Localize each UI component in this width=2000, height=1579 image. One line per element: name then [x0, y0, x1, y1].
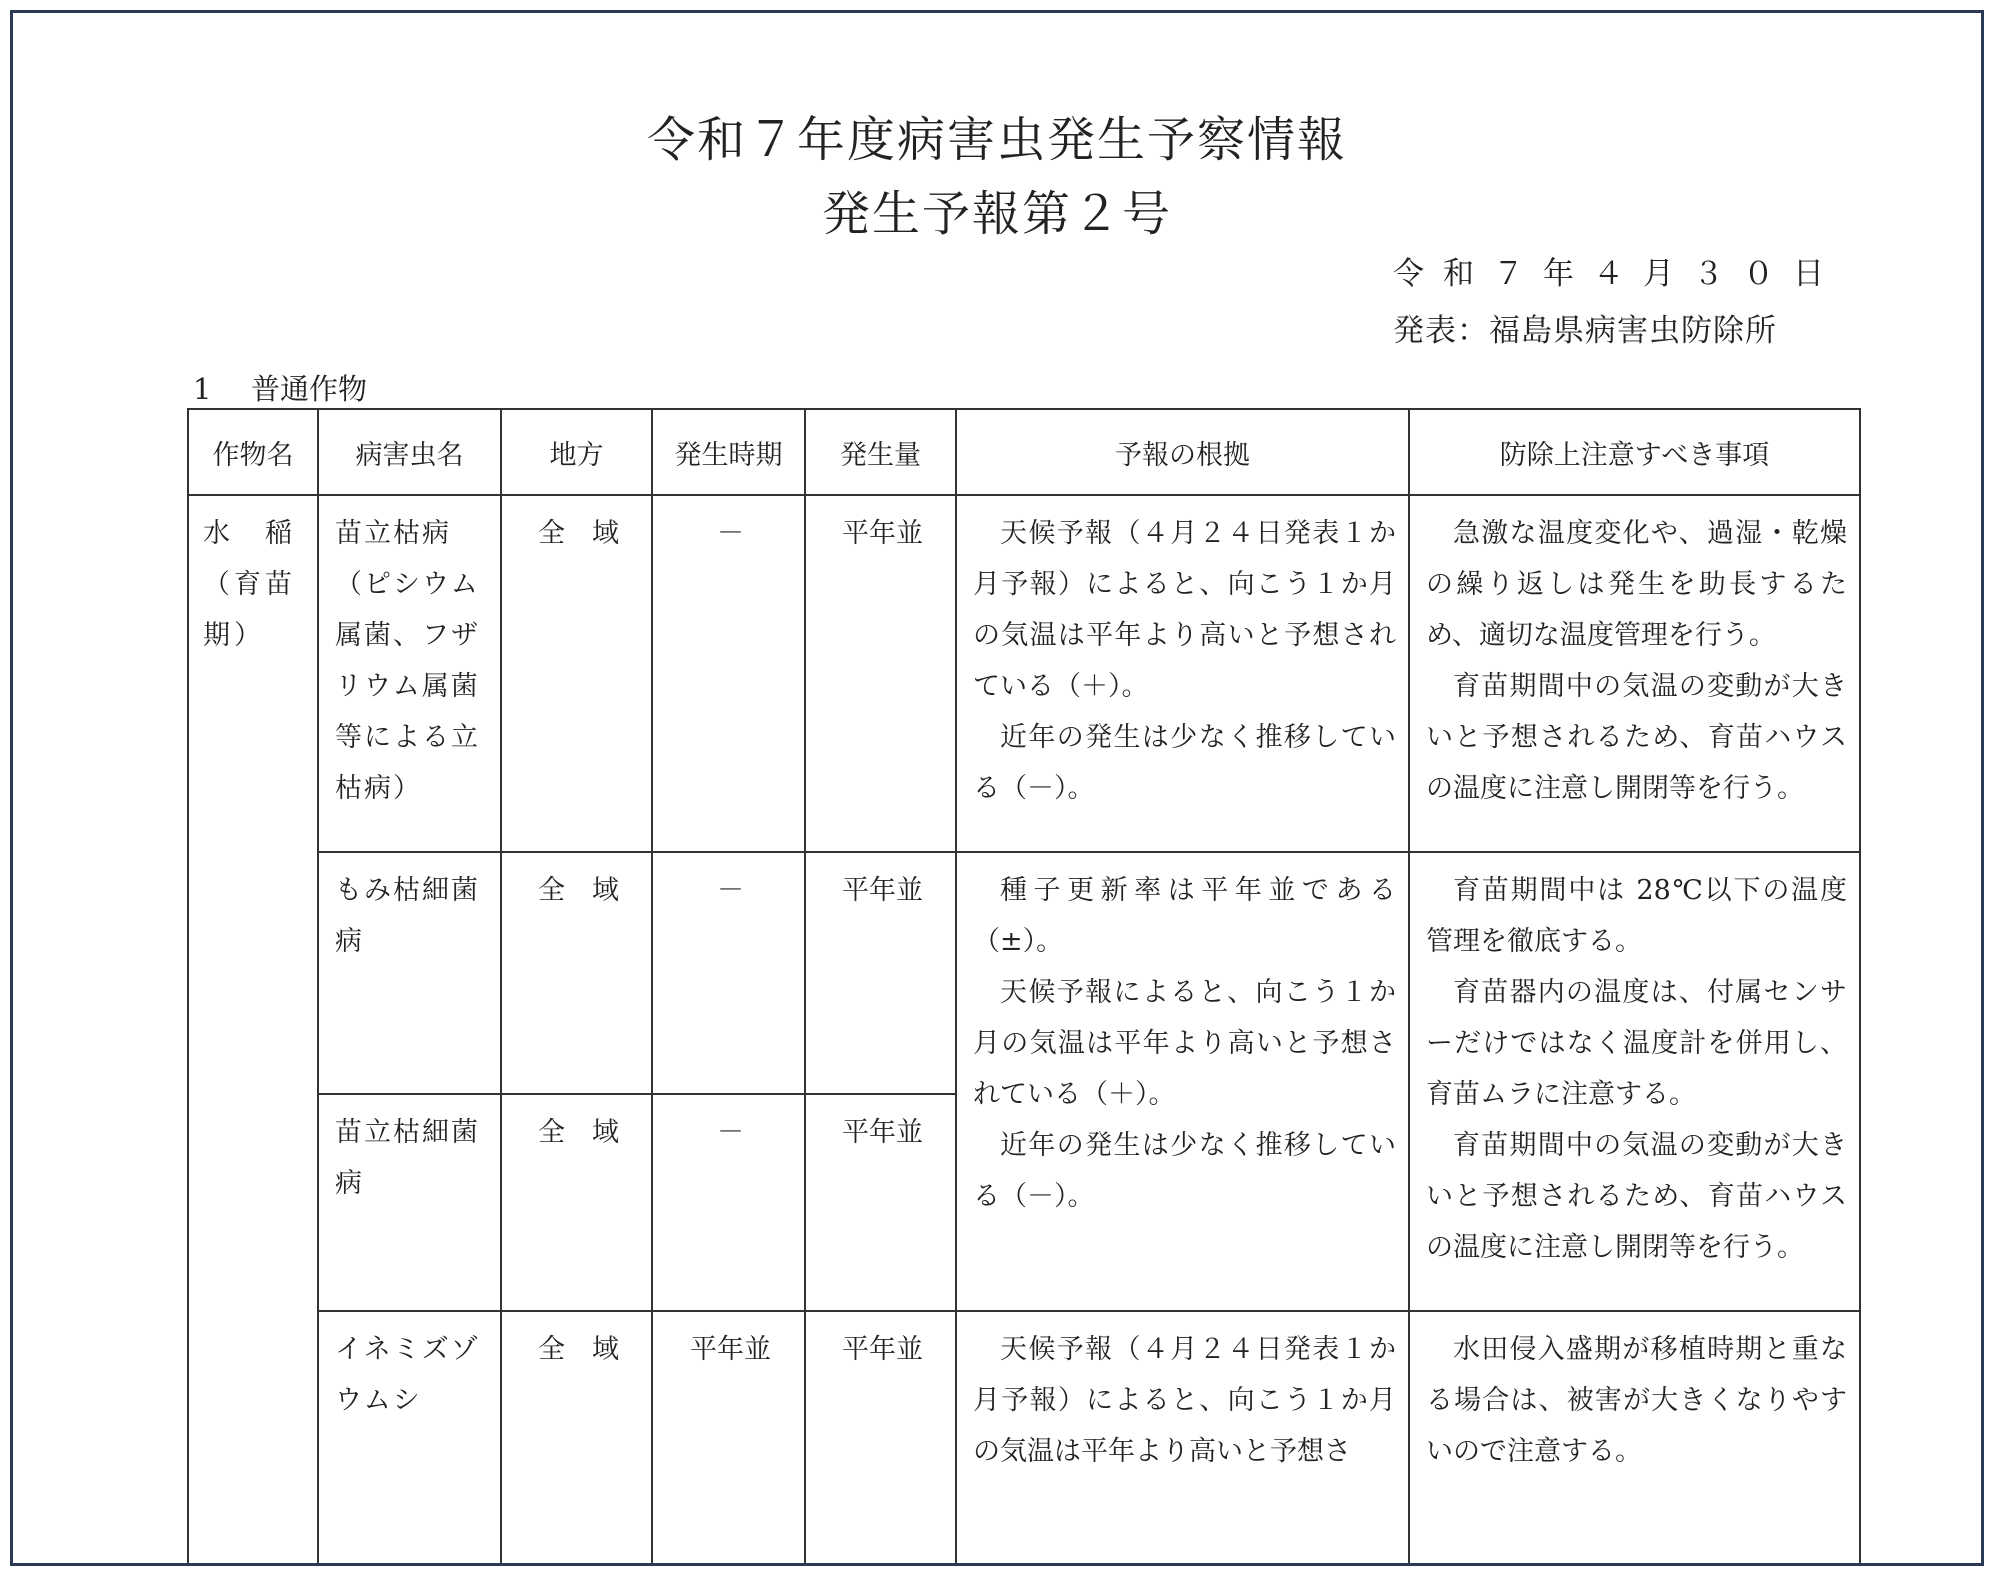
region-cell — [501, 1094, 652, 1311]
crop-cell — [188, 495, 318, 1566]
basis-paragraph: 天候予報によると、向こう１か月の気温は平年より高いと予想されている（＋）。 — [973, 977, 1396, 1110]
caution-paragraph: 育苗期間中の気温の変動が大きいと予想されるため、育苗ハウスの温度に注意し開閉等を行う。 — [1426, 1130, 1847, 1263]
timing-value: 平年並 — [690, 1334, 771, 1365]
issue-date: 令和７年４月３０日 — [1393, 256, 1843, 292]
basis-paragraph: 天候予報（４月２４日発表１か月予報）によると、向こう１か月の気温は平年より高いと予想さ — [973, 1334, 1396, 1467]
section-title: 普通作物 — [251, 372, 368, 406]
timing-cell — [652, 495, 805, 852]
pest-name: もみ枯細菌病 — [335, 875, 480, 957]
pest-name: 苗立枯病（ピシウム属菌、フザリウム属菌等による立枯病） — [335, 518, 480, 804]
amount-value: 平年並 — [842, 1117, 923, 1148]
amount-cell — [805, 1094, 956, 1311]
caution-paragraph: 水田侵入盛期が移植時期と重なる場合は、被害が大きくなりやすいので注意する。 — [1426, 1334, 1847, 1467]
document-title: 令和７年度病害虫発生予察情報 — [646, 112, 1347, 168]
header-caution: 防除上注意すべき事項 — [1409, 409, 1860, 495]
region-cell — [501, 495, 652, 852]
crop-name: 水 稲（育苗期） — [203, 518, 296, 651]
header-region: 地方 — [501, 409, 652, 495]
caution-paragraph: 急激な温度変化や、過湿・乾燥の繰り返しは発生を助長するため、適切な温度管理を行う。 — [1426, 518, 1847, 651]
pest-cell — [318, 1311, 501, 1566]
timing-cell — [652, 1311, 805, 1566]
caution-cell — [1409, 852, 1860, 1311]
document-subtitle: 発生予報第２号 — [821, 186, 1172, 242]
caution-paragraph: 育苗器内の温度は、付属センサーだけではなく温度計を併用し、育苗ムラに注意する。 — [1426, 977, 1847, 1110]
section-heading — [193, 367, 367, 408]
pest-name: イネミズゾウムシ — [335, 1334, 480, 1416]
basis-cell — [956, 852, 1409, 1311]
table-header-row — [188, 409, 1860, 495]
amount-value: 平年並 — [842, 518, 923, 549]
amount-cell — [805, 1311, 956, 1566]
timing-value: － — [717, 875, 744, 906]
document-frame — [10, 10, 1984, 1566]
caution-cell — [1409, 495, 1860, 852]
pest-name: 苗立枯細菌病 — [335, 1117, 480, 1199]
header-crop: 作物名 — [188, 409, 318, 495]
header-timing: 発生時期 — [652, 409, 805, 495]
basis-cell — [956, 495, 1409, 852]
caution-paragraph: 育苗期間中は 28℃以下の温度管理を徹底する。 — [1426, 875, 1847, 957]
amount-cell — [805, 495, 956, 852]
region-cell — [501, 852, 652, 1094]
basis-paragraph: 種子更新率は平年並である（±）。 — [973, 875, 1396, 957]
amount-cell — [805, 852, 956, 1094]
basis-paragraph: 近年の発生は少なく推移している（－）。 — [973, 1130, 1396, 1212]
amount-value: 平年並 — [842, 1334, 923, 1365]
table-row — [188, 495, 1860, 852]
region-value: 全 域 — [538, 518, 619, 549]
region-value: 全 域 — [538, 1334, 619, 1365]
basis-paragraph: 天候予報（４月２４日発表１か月予報）によると、向こう１か月の気温は平年より高いと予想されている（＋）。 — [973, 518, 1396, 702]
region-cell — [501, 1311, 652, 1566]
timing-value: － — [717, 518, 744, 549]
pest-cell — [318, 852, 501, 1094]
timing-value: － — [717, 1117, 744, 1148]
table-row — [188, 1311, 1860, 1566]
header-basis: 予報の根拠 — [956, 409, 1409, 495]
caution-cell — [1409, 1311, 1860, 1566]
timing-cell — [652, 1094, 805, 1311]
region-value: 全 域 — [538, 1117, 619, 1148]
publisher: 発表：福島県病害虫防除所 — [1393, 313, 1777, 349]
timing-cell — [652, 852, 805, 1094]
pest-cell — [318, 495, 501, 852]
basis-cell — [956, 1311, 1409, 1566]
region-value: 全 域 — [538, 875, 619, 906]
basis-paragraph: 近年の発生は少なく推移している（－）。 — [973, 722, 1396, 804]
caution-paragraph: 育苗期間中の気温の変動が大きいと予想されるため、育苗ハウスの温度に注意し開閉等を行う。 — [1426, 671, 1847, 804]
pest-cell — [318, 1094, 501, 1311]
forecast-table — [187, 408, 1861, 1566]
header-amount: 発生量 — [805, 409, 956, 495]
table-row — [188, 852, 1860, 1094]
amount-value: 平年並 — [842, 875, 923, 906]
section-number: 1 — [193, 372, 212, 406]
header-pest: 病害虫名 — [318, 409, 501, 495]
